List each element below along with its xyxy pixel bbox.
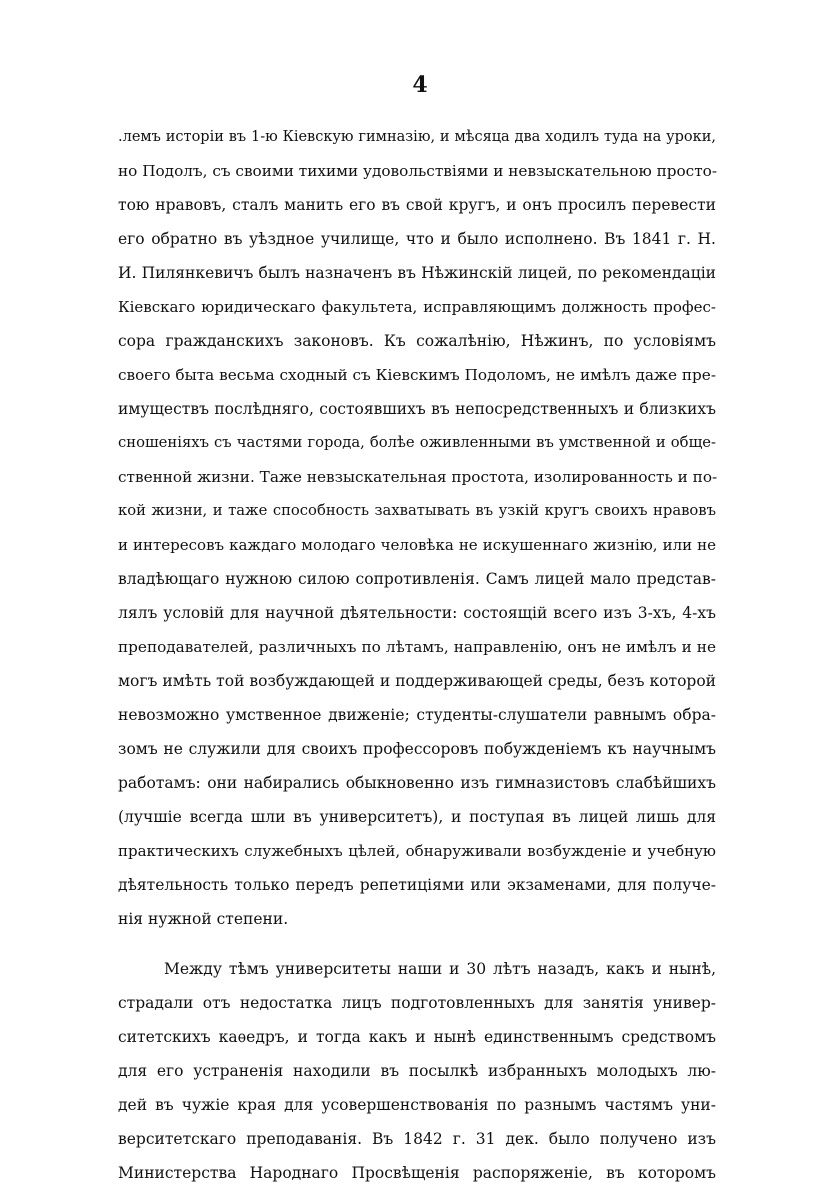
text-line: нія нужной степени. xyxy=(118,910,289,928)
text-line: (лучшіе всегда шли въ университетъ), и поступая въ лицей лишь для xyxy=(118,808,716,826)
text-line: работамъ: они набирались обыкновенно изъ гимназистовъ слабѣйшихъ xyxy=(118,774,716,792)
text-line: своего быта весьма сходный съ Кіевскимъ Подоломъ, не имѣлъ даже пре- xyxy=(118,366,716,384)
text-line: И. Пилянкевичъ былъ назначенъ въ Нѣжинскій лицей, по рекомендаціи xyxy=(118,264,716,282)
text-line: ситетскихъ каѳедръ, и тогда какъ и нынѣ единственнымъ средствомъ xyxy=(118,1028,716,1046)
text-line: Кіевскаго юридическаго факультета, исправляющимъ должность профес- xyxy=(118,298,716,316)
text-line: ственной жизни. Таже невзыскательная простота, изолированность и по- xyxy=(118,468,718,486)
text-line: но Подолъ, съ своими тихими удовольствіями и невзыскательною просто- xyxy=(118,162,717,180)
text-line: невозможно умственное движеніе; студенты-слушатели равнымъ обра- xyxy=(118,706,716,724)
body-text xyxy=(118,120,716,1190)
text-line: страдали отъ недостатка лицъ подготовленныхъ для занятія универ- xyxy=(118,994,716,1012)
text-line: сношеніяхъ съ частями города, болѣе оживленными въ умственной и обще- xyxy=(118,434,716,451)
text-line: Министерства Народнаго Просвѣщенія распоряженіе, въ которомъ xyxy=(118,1164,716,1182)
text-line: для его устраненія находили въ посылкѣ избранныхъ молодыхъ лю- xyxy=(118,1062,716,1080)
text-line: Между тѣмъ университеты наши и 30 лѣтъ назадъ, какъ и нынѣ, xyxy=(164,960,716,978)
text-line: кой жизни, и таже способность захватывать въ узкій кругъ своихъ нравовъ xyxy=(118,502,716,519)
text-line: сора гражданскихъ законовъ. Къ сожалѣнію, Нѣжинъ, по условіямъ xyxy=(118,332,716,350)
text-line: его обратно въ уѣздное училище, что и было исполнено. Въ 1841 г. Н. xyxy=(118,230,716,248)
text-line: лялъ условій для научной дѣятельности: состоящій всего изъ 3-хъ, 4-хъ xyxy=(118,604,716,622)
text-line: верситетскаго преподаванія. Въ 1842 г. 31 дек. было получено изъ xyxy=(118,1130,716,1148)
text-line: могъ имѣть той возбуждающей и поддерживающей среды, безъ которой xyxy=(118,672,716,690)
text-line: зомъ не служили для своихъ профессоровъ побужденіемъ къ научнымъ xyxy=(118,740,716,758)
text-line: владѣющаго нужною силою сопротивленія. Самъ лицей мало представ- xyxy=(118,570,716,588)
page-number: 4 xyxy=(412,72,428,98)
paragraph-1 xyxy=(118,120,716,936)
text-line: .лемъ исторіи въ 1-ю Кіевскую гимназію, и мѣсяца два ходилъ туда на уроки, xyxy=(118,129,716,145)
text-line: практическихъ служебныхъ цѣлей, обнаруживали возбужденіе и учебную xyxy=(118,842,716,860)
text-line: преподавателей, различныхъ по лѣтамъ, направленію, онъ не имѣлъ и не xyxy=(118,638,716,656)
text-line: дей въ чужіе края для усовершенствованія по разнымъ частямъ уни- xyxy=(118,1096,716,1114)
text-line: и интересовъ каждаго молодаго человѣка не искушеннаго жизнію, или не xyxy=(118,536,716,554)
paragraph-2 xyxy=(118,952,716,1190)
text-line: имуществъ послѣдняго, состоявшихъ въ непосредственныхъ и близкихъ xyxy=(118,400,716,418)
text-line: дѣятельность только передъ репетиціями или экзаменами, для получе- xyxy=(118,876,716,894)
text-line: тою нравовъ, сталъ манить его въ свой кругъ, и онъ просилъ перевести xyxy=(118,196,716,214)
paragraph-gap xyxy=(118,936,716,952)
